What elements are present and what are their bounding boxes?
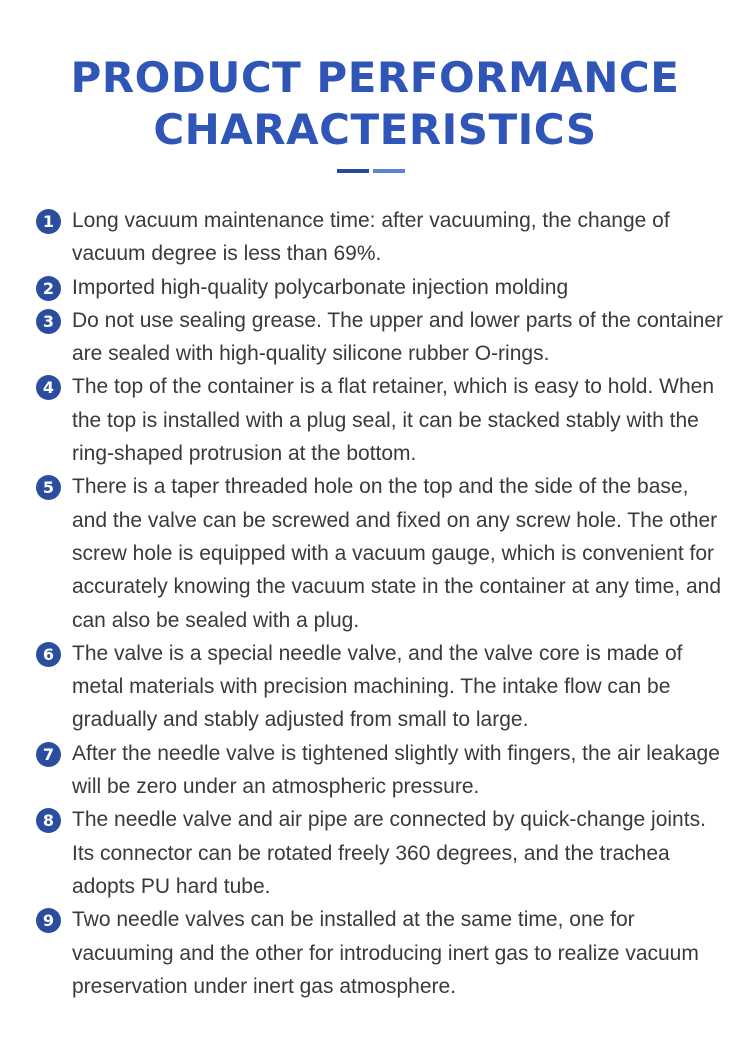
title-divider (337, 169, 405, 173)
number-4-badge-icon: 4 (36, 375, 61, 400)
feature-text-6: The valve is a special needle valve, and the valve core is made of metal materials with precision machining. The intake flow can be gradually and stably adjusted from small to large. (72, 641, 683, 732)
page-title-line-1: PRODUCT PERFORMANCE (70, 53, 680, 102)
feature-item-1 (36, 204, 726, 271)
feature-item-8 (36, 803, 726, 903)
number-3-badge-icon: 3 (36, 309, 61, 334)
number-8-badge-icon: 8 (36, 808, 61, 833)
feature-item-3 (36, 304, 726, 371)
feature-list (36, 204, 726, 1003)
feature-item-2 (36, 271, 726, 304)
number-2-badge-icon: 2 (36, 276, 61, 301)
feature-item-9 (36, 903, 726, 1003)
feature-item-5 (36, 470, 726, 636)
feature-text-8: The needle valve and air pipe are connected by quick-change joints. Its connector can be rotated freely 360 degrees, and the trachea adopts PU hard tube. (72, 808, 706, 898)
divider-segment-light (373, 169, 405, 173)
page-title (0, 52, 750, 156)
number-5-badge-icon: 5 (36, 475, 61, 500)
feature-text-5: There is a taper threaded hole on the top and the side of the base, and the valve can be screwed and fixed on any screw hole. The other screw hole is equipped with a vacuum gauge, which is convenient for accurately knowing the vacuum state in the container at any time, and can also be sealed with a plug. (72, 475, 722, 632)
feature-text-1: Long vacuum maintenance time: after vacuuming, the change of vacuum degree is less than 69%. (72, 209, 670, 266)
feature-text-7: After the needle valve is tightened slightly with fingers, the air leakage will be zero under an atmospheric pressure. (72, 741, 720, 799)
feature-text-2: Imported high-quality polycarbonate injection molding (72, 275, 569, 299)
feature-text-9: Two needle valves can be installed at the same time, one for vacuuming and the other for introducing inert gas to realize vacuum preservation under inert gas atmosphere. (72, 908, 699, 998)
number-1-badge-icon: 1 (36, 209, 61, 234)
feature-text-3: Do not use sealing grease. The upper and lower parts of the container are sealed with high-quality silicone rubber O-rings. (72, 308, 724, 366)
feature-item-6 (36, 637, 726, 737)
divider-segment-dark (337, 169, 369, 173)
page-title-line-2: CHARACTERISTICS (153, 105, 597, 154)
number-9-badge-icon: 9 (36, 908, 61, 933)
feature-text-4: The top of the container is a flat retainer, which is easy to hold. When the top is installed with a plug seal, it can be stacked stably with the ring-shaped protrusion at the bottom. (72, 375, 715, 466)
feature-item-7 (36, 737, 726, 804)
number-7-badge-icon: 7 (36, 742, 61, 767)
number-6-badge-icon: 6 (36, 642, 61, 667)
feature-item-4 (36, 370, 726, 470)
